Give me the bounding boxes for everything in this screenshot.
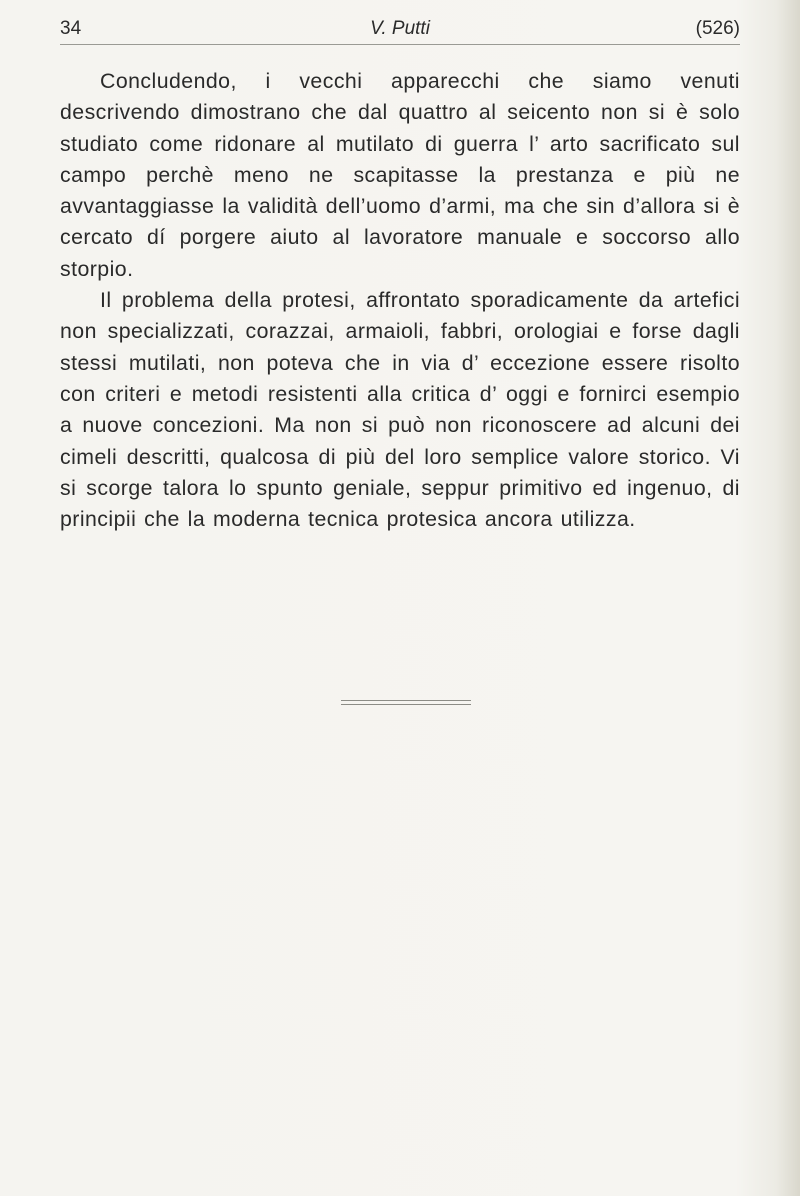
paragraph-2: Il problema della protesi, affrontato sporadicamente da artefici non specializzati, corazzai, armaioli, fabbri, orologiai e forse dagli stessi mutilati, non poteva che in via d’ eccezione essere risolto con criteri e metodi resistenti alla critica d’ oggi e fornirci esempio a nuove concezioni. Ma non si può non riconoscere ad alcuni dei cimeli descritti, qualcosa di più del loro semplice valore storico. Vi si scorge talora lo spunto geniale, seppur primitivo ed ingenuo, di principii che la moderna tecnica protesica ancora utilizza. <box>60 288 740 532</box>
original-page-number: (526) <box>695 18 740 39</box>
body-text <box>60 66 740 535</box>
section-end-rule-bottom <box>341 704 471 705</box>
paragraph-1: Concludendo, i vecchi apparecchi che siamo venuti descrivendo dimostrano che dal quattro al seicento non si è solo studiato come ridonare al mutilato di guerra l’ arto sacrificato sul campo perchè meno ne scapitasse la prestanza e più ne avvantaggiasse la validità dell’uomo d’armi, ma che sin d’allora si è cercato dí porgere aiuto al lavoratore manuale e soccorso allo storpio. <box>60 69 740 281</box>
running-title: V. Putti <box>370 18 430 39</box>
header-rule <box>60 44 740 45</box>
page-number: 34 <box>60 18 82 39</box>
section-end-rule-top <box>341 700 471 701</box>
